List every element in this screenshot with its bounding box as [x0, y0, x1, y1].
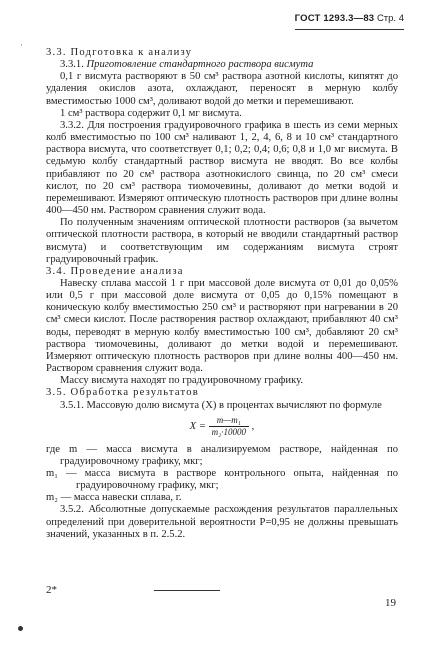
section-3-3-1-title: Приготовление стандартного раствора висмута	[86, 59, 314, 71]
definition-m2: m₂ — масса навески сплава, г.	[46, 492, 182, 504]
corner-mark: ·	[20, 40, 23, 50]
footer-rule	[154, 590, 220, 591]
formula-denominator: m₂·10000	[211, 426, 246, 437]
footer-signature-mark: 2*	[46, 584, 57, 596]
paragraph-2: 1 см³ раствора содержит 0,1 мг висмута.	[60, 107, 242, 119]
body-text	[46, 47, 398, 541]
paragraph-3-5-2: 3.5.2. Абсолютные допускаемые расхождения результатов параллельных определений при доверительной вероятности P=0,95 не должны превышать значений, указанных в п. 2.5.2.	[46, 504, 398, 540]
section-3-3-1-heading	[46, 59, 398, 71]
formula-tail: ,	[251, 420, 255, 432]
paragraph-4: По полученным значениям оптической плотности растворов (за вычетом оптической плотности раствора, в который не вводили стандартный раствор висмута) и соответствующим им содержаниям висмута строят градуировочный график.	[46, 217, 398, 265]
definition-m: где m — масса висмута в анализируемом растворе, найденная по градуировочному графику, мкг;	[46, 443, 398, 467]
paragraph-3-5-1: 3.5.1. Массовую долю висмута (X) в процентах вычисляют по формуле	[60, 399, 382, 411]
formula	[46, 415, 398, 438]
definition-m1: m₁ — масса висмута в растворе контрольного опыта, найденная по градуировочному графику, мкг;	[46, 468, 398, 492]
formula-lhs: X =	[189, 420, 206, 432]
page-header	[295, 13, 404, 24]
paragraph-3-3-2: 3.3.2. Для построения градуировочного графика в шесть из семи мерных колб вместимостью по 100 см³ наливают 1, 2, 4, 6, 8 и 10 см³ стандартного раствора висмута, что соответствует 0,1; 0,2; 0,4; 0,6; 0,8 и 1,0 мг висмута. В седьмую колбу стандартный раствор висмута не вводят. Во все колбы прибавляют по 20 см³ раствора азотнокислого свинца, по 20 см³ смеси кислот, по 20 см³ раствора тиомочевины, доливают до метки водой и перемешивают. Измеряют оптическую плотность растворов при длине волны 400—450 нм. Раствором сравнения служит вода.	[46, 119, 398, 217]
section-3-3-heading: 3.3. Подготовка к анализу	[46, 47, 193, 58]
paragraph-1: 0,1 г висмута растворяют в 50 см³ раствора азотной кислоты, кипятят до удаления окислов азота, охлаждают, переносят в мерную колбу вместимостью 1000 см³, доливают водой до метки и перемешивают.	[46, 71, 398, 107]
paragraph-6: Массу висмута находят по градуировочному графику.	[60, 375, 303, 387]
footer-page-number: 19	[385, 597, 396, 609]
section-3-3-1-number: 3.3.1.	[60, 59, 84, 71]
formula-numerator: m—m₁	[209, 415, 249, 427]
header-rule	[295, 29, 404, 30]
binding-hole-dot	[18, 626, 23, 631]
formula-fraction	[209, 415, 249, 438]
section-3-4-heading: 3.4. Проведение анализа	[46, 265, 184, 277]
section-3-5-heading: 3.5. Обработка результатов	[46, 387, 199, 399]
page-number-header: Стр. 4	[376, 13, 404, 24]
standard-title: ГОСТ 1293.3—83	[294, 13, 375, 24]
paragraph-3-4: Навеску сплава массой 1 г при массовой доле висмута от 0,01 до 0,05% или 0,5 г при массовой доле висмута от 0,05 до 0,15% помещают в коническую колбу вместимостью 250 см³ и растворяют при нагревании в 20 см³ смеси кислот. После растворения раствор охлаждают, прибавляют 40 см³ воды, переводят в мерную колбу вместимостью 100 см³, добавляют 20 см³ раствора тиомочевины, доливают до метки водой и перемешивают. Измеряют оптическую плотность растворов при длине волны 400—450 нм. Раствором сравнения служит вода.	[46, 277, 398, 375]
